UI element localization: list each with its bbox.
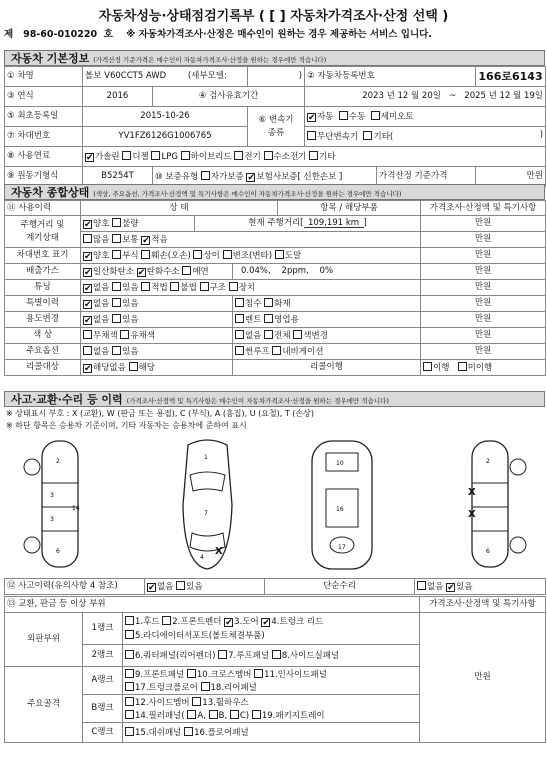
fuel-options: ✔가솔린 디젤 LPG 하이브리드 전기 수소전기 기타 [83, 147, 546, 167]
front-fender-checkbox[interactable] [162, 616, 171, 625]
tuning-illegal-checkbox[interactable] [170, 282, 179, 291]
svg-text:17: 17 [338, 544, 346, 551]
pillar-b-checkbox[interactable] [209, 710, 218, 719]
basic-info-header: 자동차 기본정보 (가격산정 기준가격은 매수인이 자동차가격조사·산정을 원하는 경우에만 적습니다) [4, 50, 545, 66]
quarter-panel-checkbox[interactable] [125, 650, 134, 659]
registration-number: 166로6143 [476, 67, 546, 87]
svg-text:3: 3 [50, 492, 54, 499]
svg-text:1: 1 [204, 454, 208, 461]
accident-none-checkbox[interactable]: ✔ [148, 583, 156, 593]
service-note: ※ 자동차가격조사·산정은 매수인이 원하는 경우 제공하는 서비스 입니다. [126, 29, 432, 40]
simple-repair-have-checkbox[interactable]: ✔ [447, 583, 455, 593]
basic-info-table: ① 차명 볼보 V60CCT5 AWD (세부모델: ) ② 자동차등록번호 166로6143 ③ 연식 2016 ④ 검사유효기간 2023 년 12 월 20일 ~ 2025 년 12 월 19일 ⑤ 최초등록일 2015-10-26 ⑥ 변속기 종류 ✔자동 수동 세미오토 ⑦ 차대번호 YV1FZ6126G1006765 무단변속기 기타( ) ⑧ 사용연료 ✔가솔린 디젤 LPG 하이브리드 전기 수소전기 기타 ⑨ 원동기형식 B5254T ⑩ 보증유형 자가보증 ✔보험사보증[ 신한손보 ] 가격산정 기준가격 만원 [4, 66, 546, 187]
emission-values: 0.04%, 2ppm, 0% [233, 264, 421, 280]
trans-other-checkbox[interactable] [363, 131, 372, 140]
use-change-none-checkbox[interactable]: ✔ [84, 316, 92, 326]
fuel-electric-checkbox[interactable] [234, 151, 243, 160]
car-right-side-diagram [450, 435, 530, 575]
car-name: 볼보 V60CCT5 AWD (세부모델: [83, 67, 248, 87]
tuning-legal-checkbox[interactable] [141, 282, 150, 291]
fuel-lpg-checkbox[interactable] [151, 151, 160, 160]
car-left-side-diagram [20, 435, 100, 575]
car-frame-diagram [300, 435, 385, 575]
mileage-field: 현재 주행거리[ 109,191 km ] [195, 216, 421, 232]
color-all-checkbox[interactable] [264, 330, 273, 339]
recall-applies-checkbox[interactable] [129, 362, 138, 371]
parts-table: ⑬ 교환, 판금 등 이상 부위 가격조사·산정액 및 특기사항 외판부위 1랭크 1.후드 2.프론트펜더 ✔3.도어 ✔4.트렁크 리드 5.라디에이터서포트(볼트체결부품) 만원 2랭크 6.쿼터패널(리어펜더) 7.루프패널 8.사이드실패널 주요골격 A랭크 9.프론트패널 10.크로스멤버 11.인사이드패널 17.트렁크플로어 18.리어패널 B랭크 12.사이드멤버 13.휠하우스 14.필러패널( A, B, C) 19.패키지트레이 C랭크 15.대쉬패널 16.플로어패널 [4, 596, 546, 743]
record-number: 98-60-010220 [23, 29, 98, 40]
warranty-options: ⑩ 보증유형 자가보증 ✔보험사보증[ 신한손보 ] [153, 167, 377, 187]
navigation-checkbox[interactable] [272, 346, 281, 355]
special-none-checkbox[interactable]: ✔ [84, 300, 92, 310]
door-checkbox[interactable]: ✔ [225, 618, 233, 629]
fuel-other-checkbox[interactable] [309, 151, 318, 160]
svg-text:2: 2 [486, 458, 490, 465]
vin-altered-checkbox[interactable] [223, 250, 232, 259]
pillar-a-checkbox[interactable] [187, 710, 196, 719]
flood-checkbox[interactable] [235, 298, 244, 307]
trunk-lid-exchange-mark: X [215, 546, 223, 557]
summary-table: ⑪ 사용이력 상 태 항목 / 해당부품 가격조사·산정액 및 특기사항 주행거리 및 계기상태 ✔양호 불량 현재 주행거리[ 109,191 km ] 만원 많음 보통 ✔적음 만원 차대번호 표기 ✔양호 부식 훼손(오손) 상이 변조(변타) 도말 만원 배출가스 ✔일산화탄소 ✔탄화수소 매연 0.04%, 2ppm, 0% 만원 튜닝 ✔없음 있음 적법 불법 구조 장치 만원 특별이력 ✔없음 있음 침수 화재 만원 용도변경 ✔없음 있음 렌트 영업용 만원 색 상 무채색 유채색 없음 전체 색변경 만원 주요옵션 없음 있음 썬루프 내비게이션 만원 리콜대상 ✔해당없음 해당 리콜이행 이행 미이행 [4, 200, 546, 376]
inside-panel-checkbox[interactable] [254, 669, 263, 678]
accident-have-checkbox[interactable] [176, 581, 185, 590]
color-change-checkbox[interactable] [293, 330, 302, 339]
inspection-record-page: 자동차성능·상태점검기록부 ( [ ] 자동차가격조사·산정 선택 ) 제 98-60-010220 호 ※ 자동차가격조사·산정은 매수인이 원하는 경우 제공하는 서비스 입니다. 자동차 기본정보 (가격산정 기준가격은 매수인이 자동차가격조사·산정을 원하는 경우에만 적습니다) ① 차명 볼보 V60CCT5 AWD (세부모델: ) ② 자동차등록번호 166로6143 ③ 연식 2016 ④ 검사유효기간 2023 년 12 월 20일 ~ 2025 년 12 월 19일 ⑤ 최초등록일 2015-10-26 ⑥ 변속기 종류 ✔자동 수동 세미오토 ⑦ 차대번호 YV1FZ6126G1006765 무단변속기 기타( ) ⑧ 사용연료 ✔가솔린 디젤 LPG 하이브리드 전기 수소전기 기타 ⑨ 원동기형식 B5254T ⑩ 보증유형 자가보증 ✔보험사보증[ 신한손보 ] 가격산정 기준가격 만원 자동차 종합상태 (색상, 주요옵션, 가격조사·산정액 및 특기사항은 매수인이 자동차가격조사·산정을 원하는 경우에만 적습니다) ⑪ 사용이력 상 태 항목 / 해당부품 가격조사·산정액 및 특기사항 주행거리 및 계기상태 ✔양호 불량 현재 주행거리[ 109,191 km ] 만원 많음 보통 ✔적음 만원 차대번호 표기 ✔양호 부식 훼손(오손) 상이 변조(변타) 도말 만원 배출가스 ✔일산화탄소 ✔탄화수소 매연 0.04%, 2ppm, 0% 만원 튜닝 ✔없음 있음 적법 불법 구조 장치 만원 특별이력 ✔없음 있음 침수 화재 만원 용도변경 ✔없음 있음 렌트 영업용 만원 색 상 무채색 유채색 없음 전체 색변경 만원 주요옵션 없음 있음 썬루프 내비게이션 만원 리콜대상 ✔해당없음 해당 리콜이행 이행 미이행 사고·교환·수리 등 이력 (가격조사·산정액 및 특기사항은 매수인이 자동차가격조사·산정을 원하는 경우에만 적습니다) ※ 상태표시 부호 : X (교환), W (판금 또는 용접), C (부식), A (흠집), U (요철), T (손상) ※ 하단 항목은 승용차 기준이며, 기타 자동차는 승용차에 준하여 표시 2 3 3 6 14 1 7 4 X 10 16 17 2 6 X X ⑫ 사고이력(유의사항 4 참조) ✔없음 있음 단순수리 없음 ✔있음 ⑬ 교환, 판금 등 이상 부위 가격조사·산정액 및 특기사항 외판부위 1랭크 1.후드 2.프론트펜더 ✔3.도어 ✔4.트렁크 리드 5.라디에이터서포트(볼트체결부품) 만원 2랭크 6.쿼터패널(리어펜더) 7.루프패널 8.사이드실패널 주요골격 A랭크 9.프론트패널 10.크로스멤버 11.인사이드패널 17.트렁크플로어 18.리어패널 B랭크 12.사이드멤버 13.휠하우스 14.필러패널( A, B, C) 19.패키지트레이 C랭크 15.대쉬패널 16.플로어패널 [0, 0, 547, 771]
mileage-many-checkbox[interactable] [83, 234, 92, 243]
transmission-options-2: 무단변속기 기타( ) [305, 127, 546, 147]
tuning-have-checkbox[interactable] [112, 282, 121, 291]
recall-notdone-checkbox[interactable] [458, 362, 467, 371]
trans-semi-checkbox[interactable] [371, 111, 380, 120]
simple-repair-none-checkbox[interactable] [417, 581, 426, 590]
first-registration: 2015-10-26 [83, 107, 248, 127]
svg-text:2: 2 [56, 458, 60, 465]
warranty-insurer-checkbox[interactable]: ✔ [247, 173, 255, 183]
vin-mismatch-checkbox[interactable] [193, 250, 202, 259]
fuel-hydrogen-checkbox[interactable] [264, 151, 273, 160]
car-top-diagram [170, 435, 245, 575]
svg-text:10: 10 [336, 460, 344, 467]
fire-checkbox[interactable] [264, 298, 273, 307]
fuel-gasoline-checkbox[interactable]: ✔ [86, 153, 94, 163]
vin-number: YV1FZ6126G1006765 [83, 127, 248, 147]
rent-checkbox[interactable] [235, 314, 244, 323]
business-checkbox[interactable] [264, 314, 273, 323]
roof-panel-checkbox[interactable] [218, 650, 227, 659]
right-front-door-mark: X [468, 487, 476, 498]
mileage-low-checkbox[interactable]: ✔ [142, 236, 150, 246]
hc-checkbox[interactable]: ✔ [137, 268, 146, 278]
floor-panel-checkbox[interactable] [184, 727, 193, 736]
use-change-have-checkbox[interactable] [112, 314, 121, 323]
tuning-device-checkbox[interactable] [229, 282, 238, 291]
trunk-lid-checkbox[interactable]: ✔ [262, 618, 270, 629]
transmission-options-1: ✔자동 수동 세미오토 [305, 107, 546, 127]
mileage-normal-checkbox[interactable] [112, 234, 121, 243]
vin-smeared-checkbox[interactable] [275, 250, 284, 259]
gauge-good-checkbox[interactable]: ✔ [84, 220, 92, 230]
wheel-house-checkbox[interactable] [192, 697, 201, 706]
vin-damage-checkbox[interactable] [141, 250, 150, 259]
svg-text:3: 3 [50, 516, 54, 523]
option-have-checkbox[interactable] [112, 346, 121, 355]
color-none-checkbox[interactable] [235, 330, 244, 339]
achromatic-checkbox[interactable] [83, 330, 92, 339]
rear-panel-checkbox[interactable] [201, 682, 210, 691]
accident-history-table: ⑫ 사고이력(유의사항 4 참조) ✔없음 있음 단순수리 없음 ✔있음 [4, 578, 546, 595]
right-rear-door-mark: X [468, 509, 476, 520]
svg-text:14: 14 [72, 505, 80, 512]
fuel-hybrid-checkbox[interactable] [181, 151, 190, 160]
engine-type: B5254T [83, 167, 153, 187]
gauge-bad-checkbox[interactable] [112, 218, 121, 227]
vin-corrosion-checkbox[interactable] [112, 250, 121, 259]
tuning-struct-checkbox[interactable] [200, 282, 209, 291]
svg-text:7: 7 [204, 510, 208, 517]
side-member-checkbox[interactable] [125, 697, 134, 706]
trunk-floor-checkbox[interactable] [125, 682, 134, 691]
svg-text:16: 16 [336, 506, 344, 513]
package-tray-checkbox[interactable] [252, 710, 261, 719]
hood-checkbox[interactable] [125, 616, 134, 625]
smoke-checkbox[interactable] [182, 266, 191, 275]
radiator-support-checkbox[interactable] [125, 630, 134, 639]
vin-good-checkbox[interactable]: ✔ [84, 252, 92, 262]
svg-text:6: 6 [56, 548, 60, 555]
accident-header: 사고·교환·수리 등 이력 (가격조사·산정액 및 특기사항은 매수인이 자동차가격조사·산정을 원하는 경우에만 적습니다) [4, 391, 545, 407]
front-panel-checkbox[interactable] [125, 669, 134, 678]
recall-na-checkbox[interactable]: ✔ [84, 364, 92, 374]
tuning-none-checkbox[interactable]: ✔ [84, 284, 92, 294]
special-have-checkbox[interactable] [112, 298, 121, 307]
fuel-diesel-checkbox[interactable] [122, 151, 131, 160]
pillar-panel-checkbox[interactable] [125, 710, 134, 719]
trans-auto-checkbox[interactable]: ✔ [308, 113, 316, 123]
chromatic-checkbox[interactable] [120, 330, 129, 339]
trans-manual-checkbox[interactable] [339, 111, 348, 120]
model-year: 2016 [83, 87, 153, 107]
record-number-line: 제 98-60-010220 호 ※ 자동차가격조사·산정은 매수인이 원하는 경우 제공하는 서비스 입니다. [4, 29, 432, 40]
current-mileage: 109,191 km [304, 219, 364, 229]
sunroof-checkbox[interactable] [235, 346, 244, 355]
inspection-validity: 2023 년 12 월 20일 ~ 2025 년 12 월 19일 [305, 87, 546, 107]
summary-header: 자동차 종합상태 (색상, 주요옵션, 가격조사·산정액 및 특기사항은 매수인이 자동차가격조사·산정을 원하는 경우에만 적습니다) [4, 184, 545, 200]
recall-done-checkbox[interactable] [423, 362, 432, 371]
svg-text:4: 4 [200, 554, 204, 561]
option-none-checkbox[interactable] [83, 346, 92, 355]
cross-member-checkbox[interactable] [187, 669, 196, 678]
pillar-c-checkbox[interactable] [230, 710, 239, 719]
document-title: 자동차성능·상태점검기록부 ( [ ] 자동차가격조사·산정 선택 ) [98, 9, 449, 24]
dash-panel-checkbox[interactable] [125, 727, 134, 736]
svg-text:6: 6 [486, 548, 490, 555]
co-checkbox[interactable]: ✔ [84, 268, 92, 278]
warranty-self-checkbox[interactable] [201, 171, 210, 180]
side-sill-checkbox[interactable] [272, 650, 281, 659]
trans-cvt-checkbox[interactable] [307, 131, 316, 140]
